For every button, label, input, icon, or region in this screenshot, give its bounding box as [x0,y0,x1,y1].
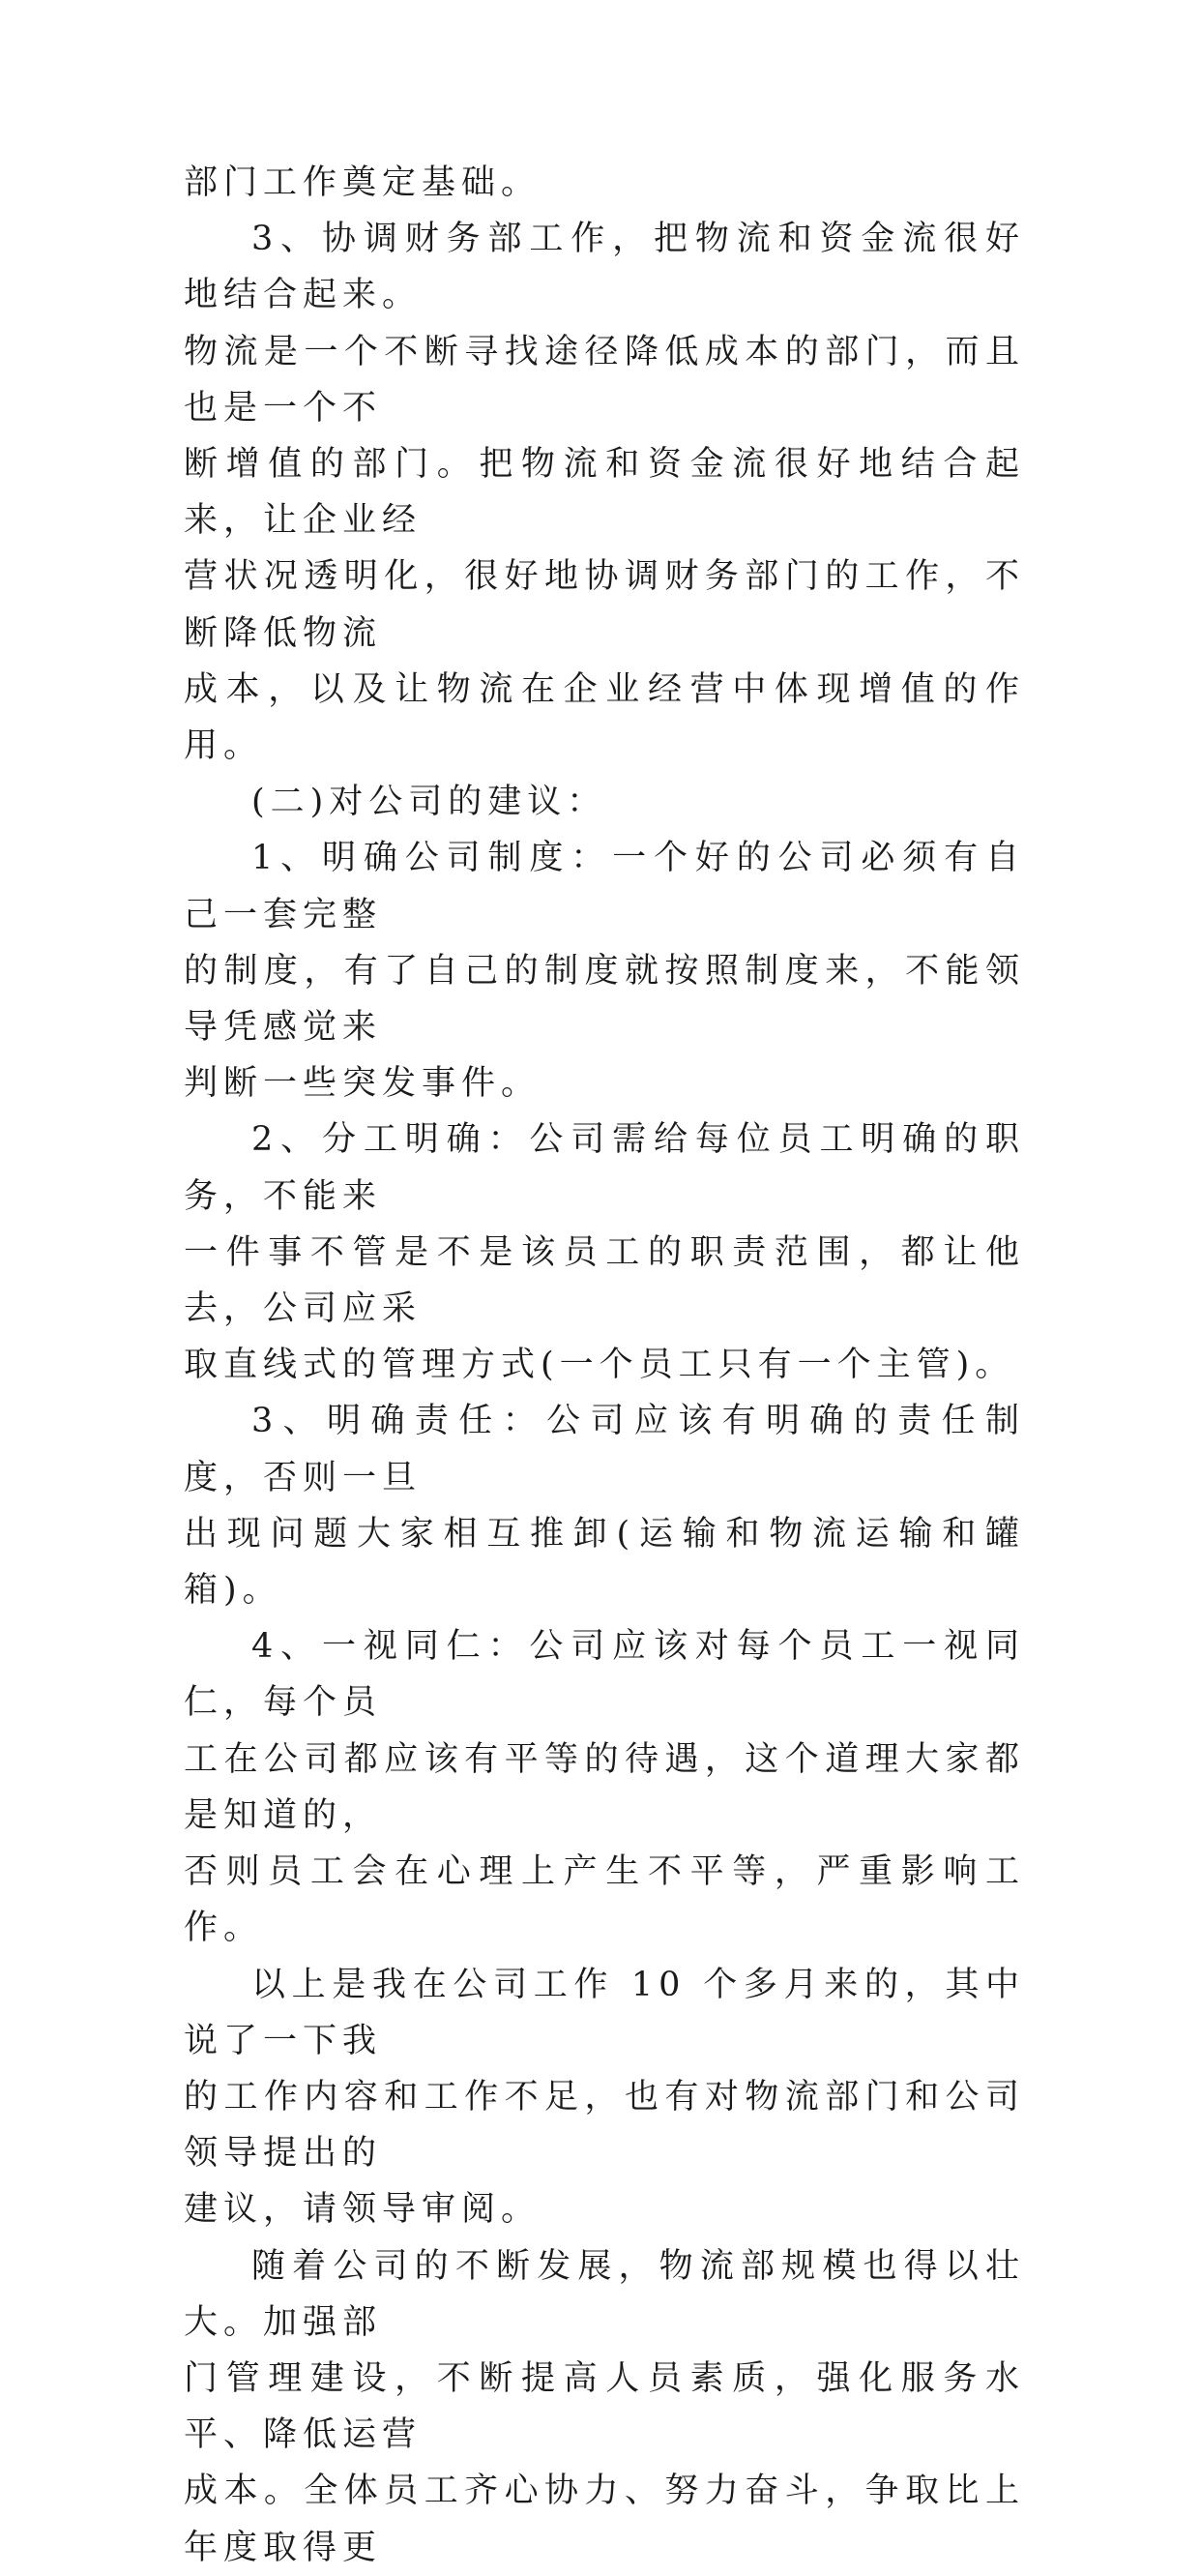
paragraph-suggestion-4: 4、一视同仁：公司应该对每个员工一视同仁，每个员 工在公司都应该有平等的待遇，这个道理大家都是知道的， 否则员工会在心理上产生不平等，严重影响工作。 [184,1627,1025,1948]
paragraph-continuation: 部门工作奠定基础。 [184,163,541,202]
document-body [184,155,1025,2576]
paragraph-suggestion-2: 2、分工明确：公司需给每位员工明确的职务，不能来 一件事不管是不是该员工的职责范围，都让他去，公司应采 取直线式的管理方式(一个员工只有一个主管)。 [184,1120,1025,1385]
paragraph-summary: 以上是我在公司工作 10 个多月来的，其中说了一下我 的工作内容和工作不足，也有对物流部门和公司领导提出的 建议，请领导审阅。 [184,1965,1025,2230]
paragraph-outlook: 随着公司的不断发展，物流部规模也得以壮大。加强部 门管理建设，不断提高人员素质，强化服务水平、降低运营 成本。全体员工齐心协力、努力奋斗，争取比上年度取得更 [184,2246,1025,2567]
paragraph-coordinate-finance: 3、协调财务部工作，把物流和资金流很好地结合起来。 物流是一个不断寻找途径降低成本的部门，而且也是一个不 断增值的部门。把物流和资金流很好地结合起来，让企业经 营状况透明化，很好地协调财务部门的工作，不断降低物流 成本，以及让物流在企业经营中体现增值的作用。 [184,220,1025,766]
paragraph-suggestion-3: 3、明确责任：公司应该有明确的责任制度，否则一旦 出现问题大家相互推卸(运输和物流运输和罐箱)。 [184,1402,1025,1611]
paragraph-suggestion-1: 1、明确公司制度：一个好的公司必须有自己一套完整 的制度，有了自己的制度就按照制度来，不能领导凭感觉来 判断一些突发事件。 [184,839,1025,1104]
section-heading-suggestions: (二)对公司的建议： [251,783,607,822]
